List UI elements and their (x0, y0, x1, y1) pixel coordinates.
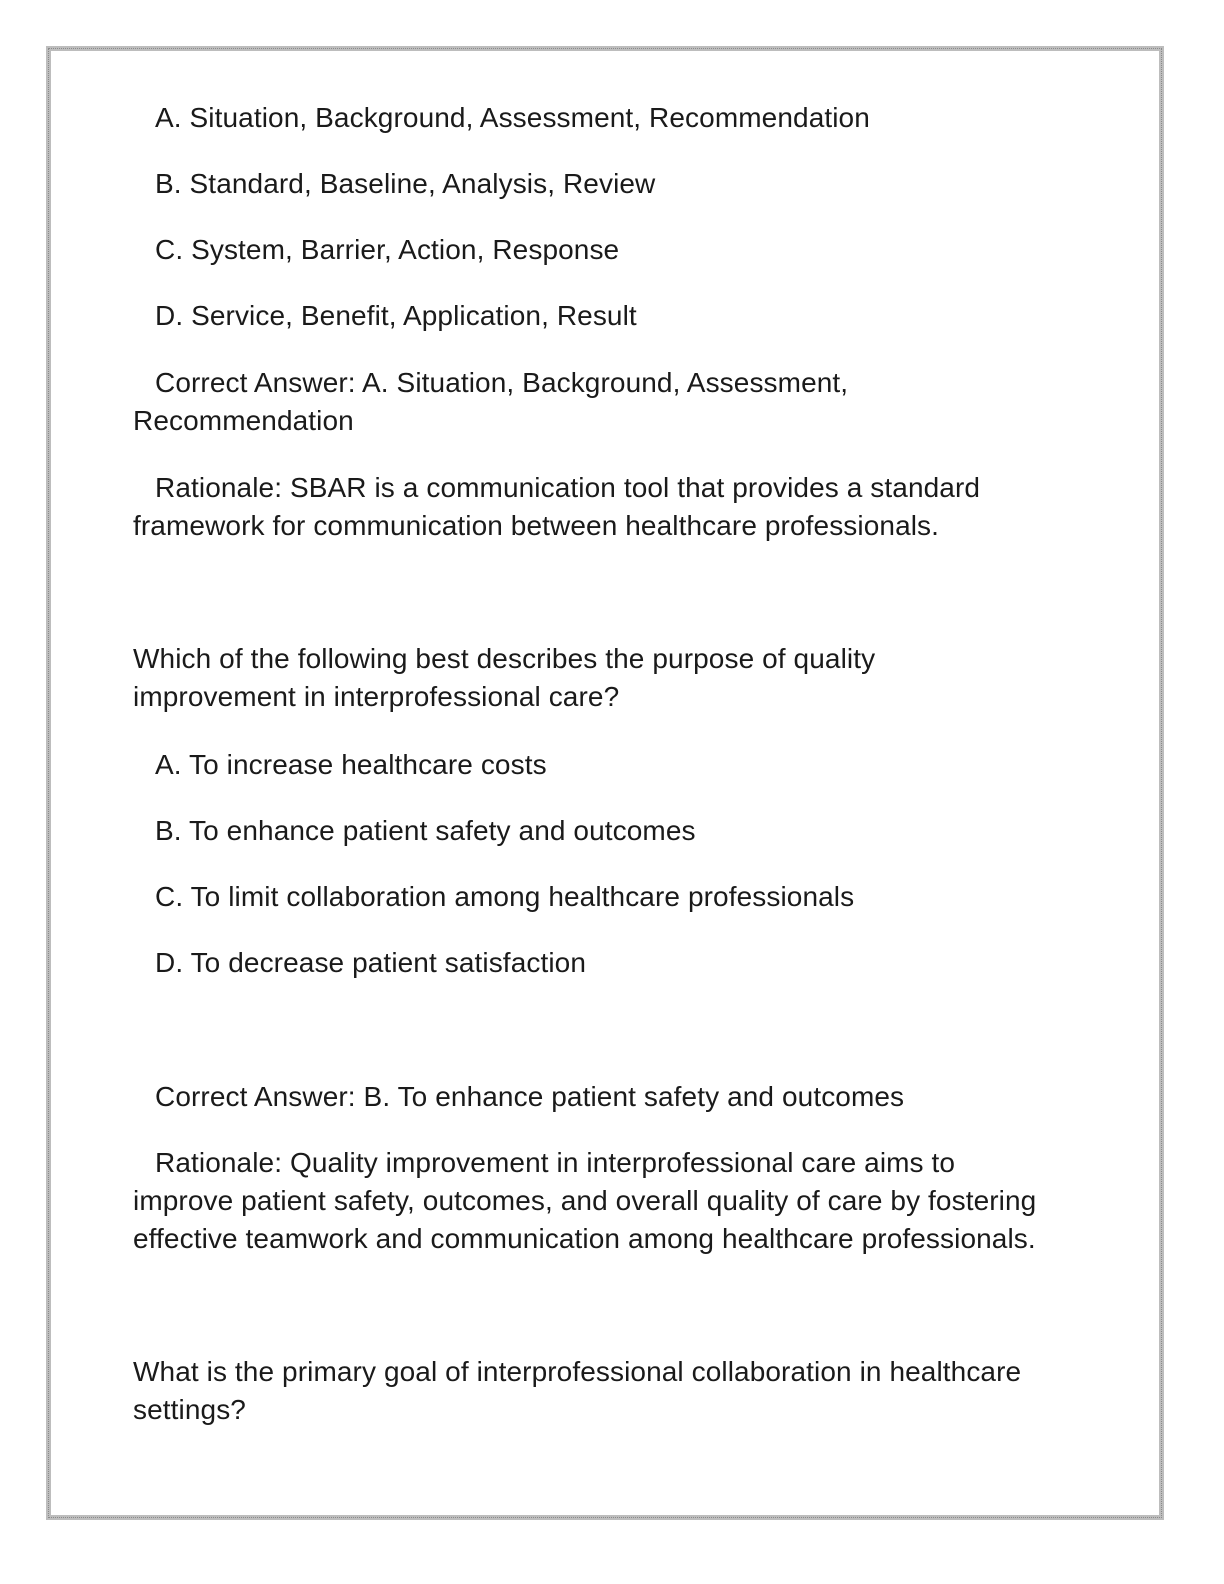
option-b: B. To enhance patient safety and outcomes (155, 815, 696, 846)
rationale-line-1: Rationale: SBAR is a communication tool that provides a standard (155, 472, 981, 503)
correct-answer-line: Correct Answer: B. To enhance patient safety and outcomes (155, 1081, 905, 1112)
question-line-1: Which of the following best describes the purpose of quality (133, 643, 876, 674)
rationale-line-2: framework for communication between healthcare professionals. (133, 510, 940, 541)
question-line-1: What is the primary goal of interprofessional collaboration in healthcare (133, 1356, 1022, 1387)
option-a: A. To increase healthcare costs (155, 749, 547, 780)
correct-answer-line-1: Correct Answer: A. Situation, Background, Assessment, (155, 367, 849, 398)
option-b: B. Standard, Baseline, Analysis, Review (155, 168, 656, 199)
option-c: C. To limit collaboration among healthcare professionals (155, 881, 855, 912)
rationale-line-1: Rationale: Quality improvement in interprofessional care aims to (155, 1147, 956, 1178)
option-d: D. Service, Benefit, Application, Result (155, 300, 637, 331)
correct-answer-line-2: Recommendation (133, 405, 354, 436)
option-c: C. System, Barrier, Action, Response (155, 234, 620, 265)
rationale-line-3: effective teamwork and communication among healthcare professionals. (133, 1223, 1036, 1254)
question-line-2: settings? (133, 1394, 246, 1425)
option-a: A. Situation, Background, Assessment, Recommendation (155, 102, 870, 133)
question-line-2: improvement in interprofessional care? (133, 681, 620, 712)
rationale-line-2: improve patient safety, outcomes, and overall quality of care by fostering (133, 1185, 1037, 1216)
option-d: D. To decrease patient satisfaction (155, 947, 587, 978)
